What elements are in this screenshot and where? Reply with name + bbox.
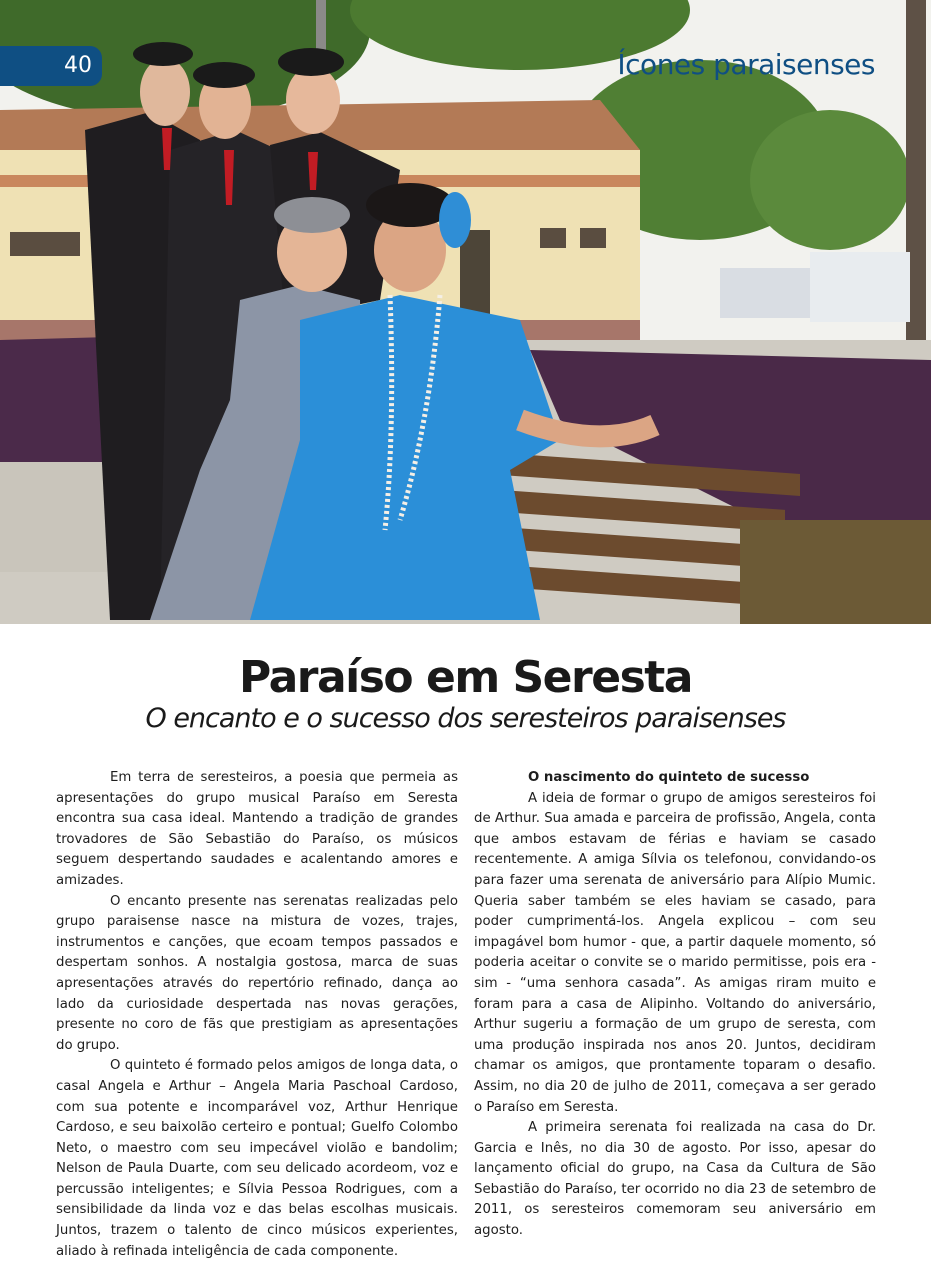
section-title: Ícones paraisenses [617, 48, 875, 81]
left-column [56, 768, 458, 1262]
paragraph: A ideia de formar o grupo de amigos seresteiros foi de Arthur. Sua amada e parceira de profissão, Angela, conta que ambos estavam de férias e haviam se casado recentemente. A amiga Sílvia os telefonou, convidando-os para fazer uma serenata de aniversário para Alípio Mumic. Queria saber também se eles haviam se casado, para poder cumprimentá-los. Angela explicou – com seu impagável bom humor - que, a partir daquele momento, só poderia aceitar o convite se o marido permitisse, pois era - sim - “uma senhora casada”. As amigas riram muito e foram para a casa de Alipinho. Voltando do aniversário, Arthur sugeriu a formação de um grupo de seresta, com uma produção inspirada nos anos 20. Juntos, decidiram chamar os amigos, que prontamente toparam o desafio. Assim, no dia 20 de julho de 2011, começava a ser gerado o Paraíso em Seresta. [474, 790, 876, 1115]
right-column [474, 768, 876, 1242]
paragraph: A primeira serenata foi realizada na casa do Dr. Garcia e Inês, no dia 30 de agosto. Por isso, apesar do lançamento oficial do grupo, na Casa da Cultura de São Sebastião do Paraíso, ter ocorrido no dia 23 de setembro de 2011, os seresteiros comemoram seu aniversário em agosto. [474, 1120, 876, 1239]
cover-photo [0, 0, 931, 624]
paragraph: O encanto presente nas serenatas realizadas pelo grupo paraisense nasce na mistura de vozes, trajes, instrumentos e canções, que ecoam tempos passados e despertam sonhos. A nostalgia gostosa, marca de suas apresentações através do repertório refinado, dança ao lado da curiosidade despertada nas novas gerações, presente no coro de fãs que prestigiam as apresentações do grupo. [56, 893, 458, 1053]
article-title: Paraíso em Seresta [239, 652, 692, 703]
section-heading: O nascimento do quinteto de sucesso [528, 770, 810, 785]
paragraph: O quinteto é formado pelos amigos de longa data, o casal Angela e Arthur – Angela Maria Paschoal Cardoso, com sua potente e incomparável voz, Arthur Henrique Cardoso, e seu baixolão certeiro e pontual; Guelfo Colombo Neto, o maestro com seu impecável violão e bandolim; Nelson de Paula Duarte, com seu delicado acordeom, voz e percussão inteligentes; e Sílvia Pessoa Rodrigues, com a sensibilidade da linda voz e das belas escolhas musicais. Juntos, trazem o talento de cinco músicos experientes, aliado à refinada inteligência de cada componente. [56, 1058, 458, 1259]
article-subtitle: O encanto e o sucesso dos seresteiros paraisenses [145, 703, 786, 734]
paragraph: Em terra de seresteiros, a poesia que permeia as apresentações do grupo musical Paraíso em Seresta encontra sua casa ideal. Mantendo a tradição de grandes trovadores de São Sebastião do Paraíso, os músicos seguem despertando saudades e acalentando amores e amizades. [56, 770, 458, 888]
group-photo-illustration [0, 0, 931, 624]
page-number-tab: 40 [0, 46, 102, 86]
